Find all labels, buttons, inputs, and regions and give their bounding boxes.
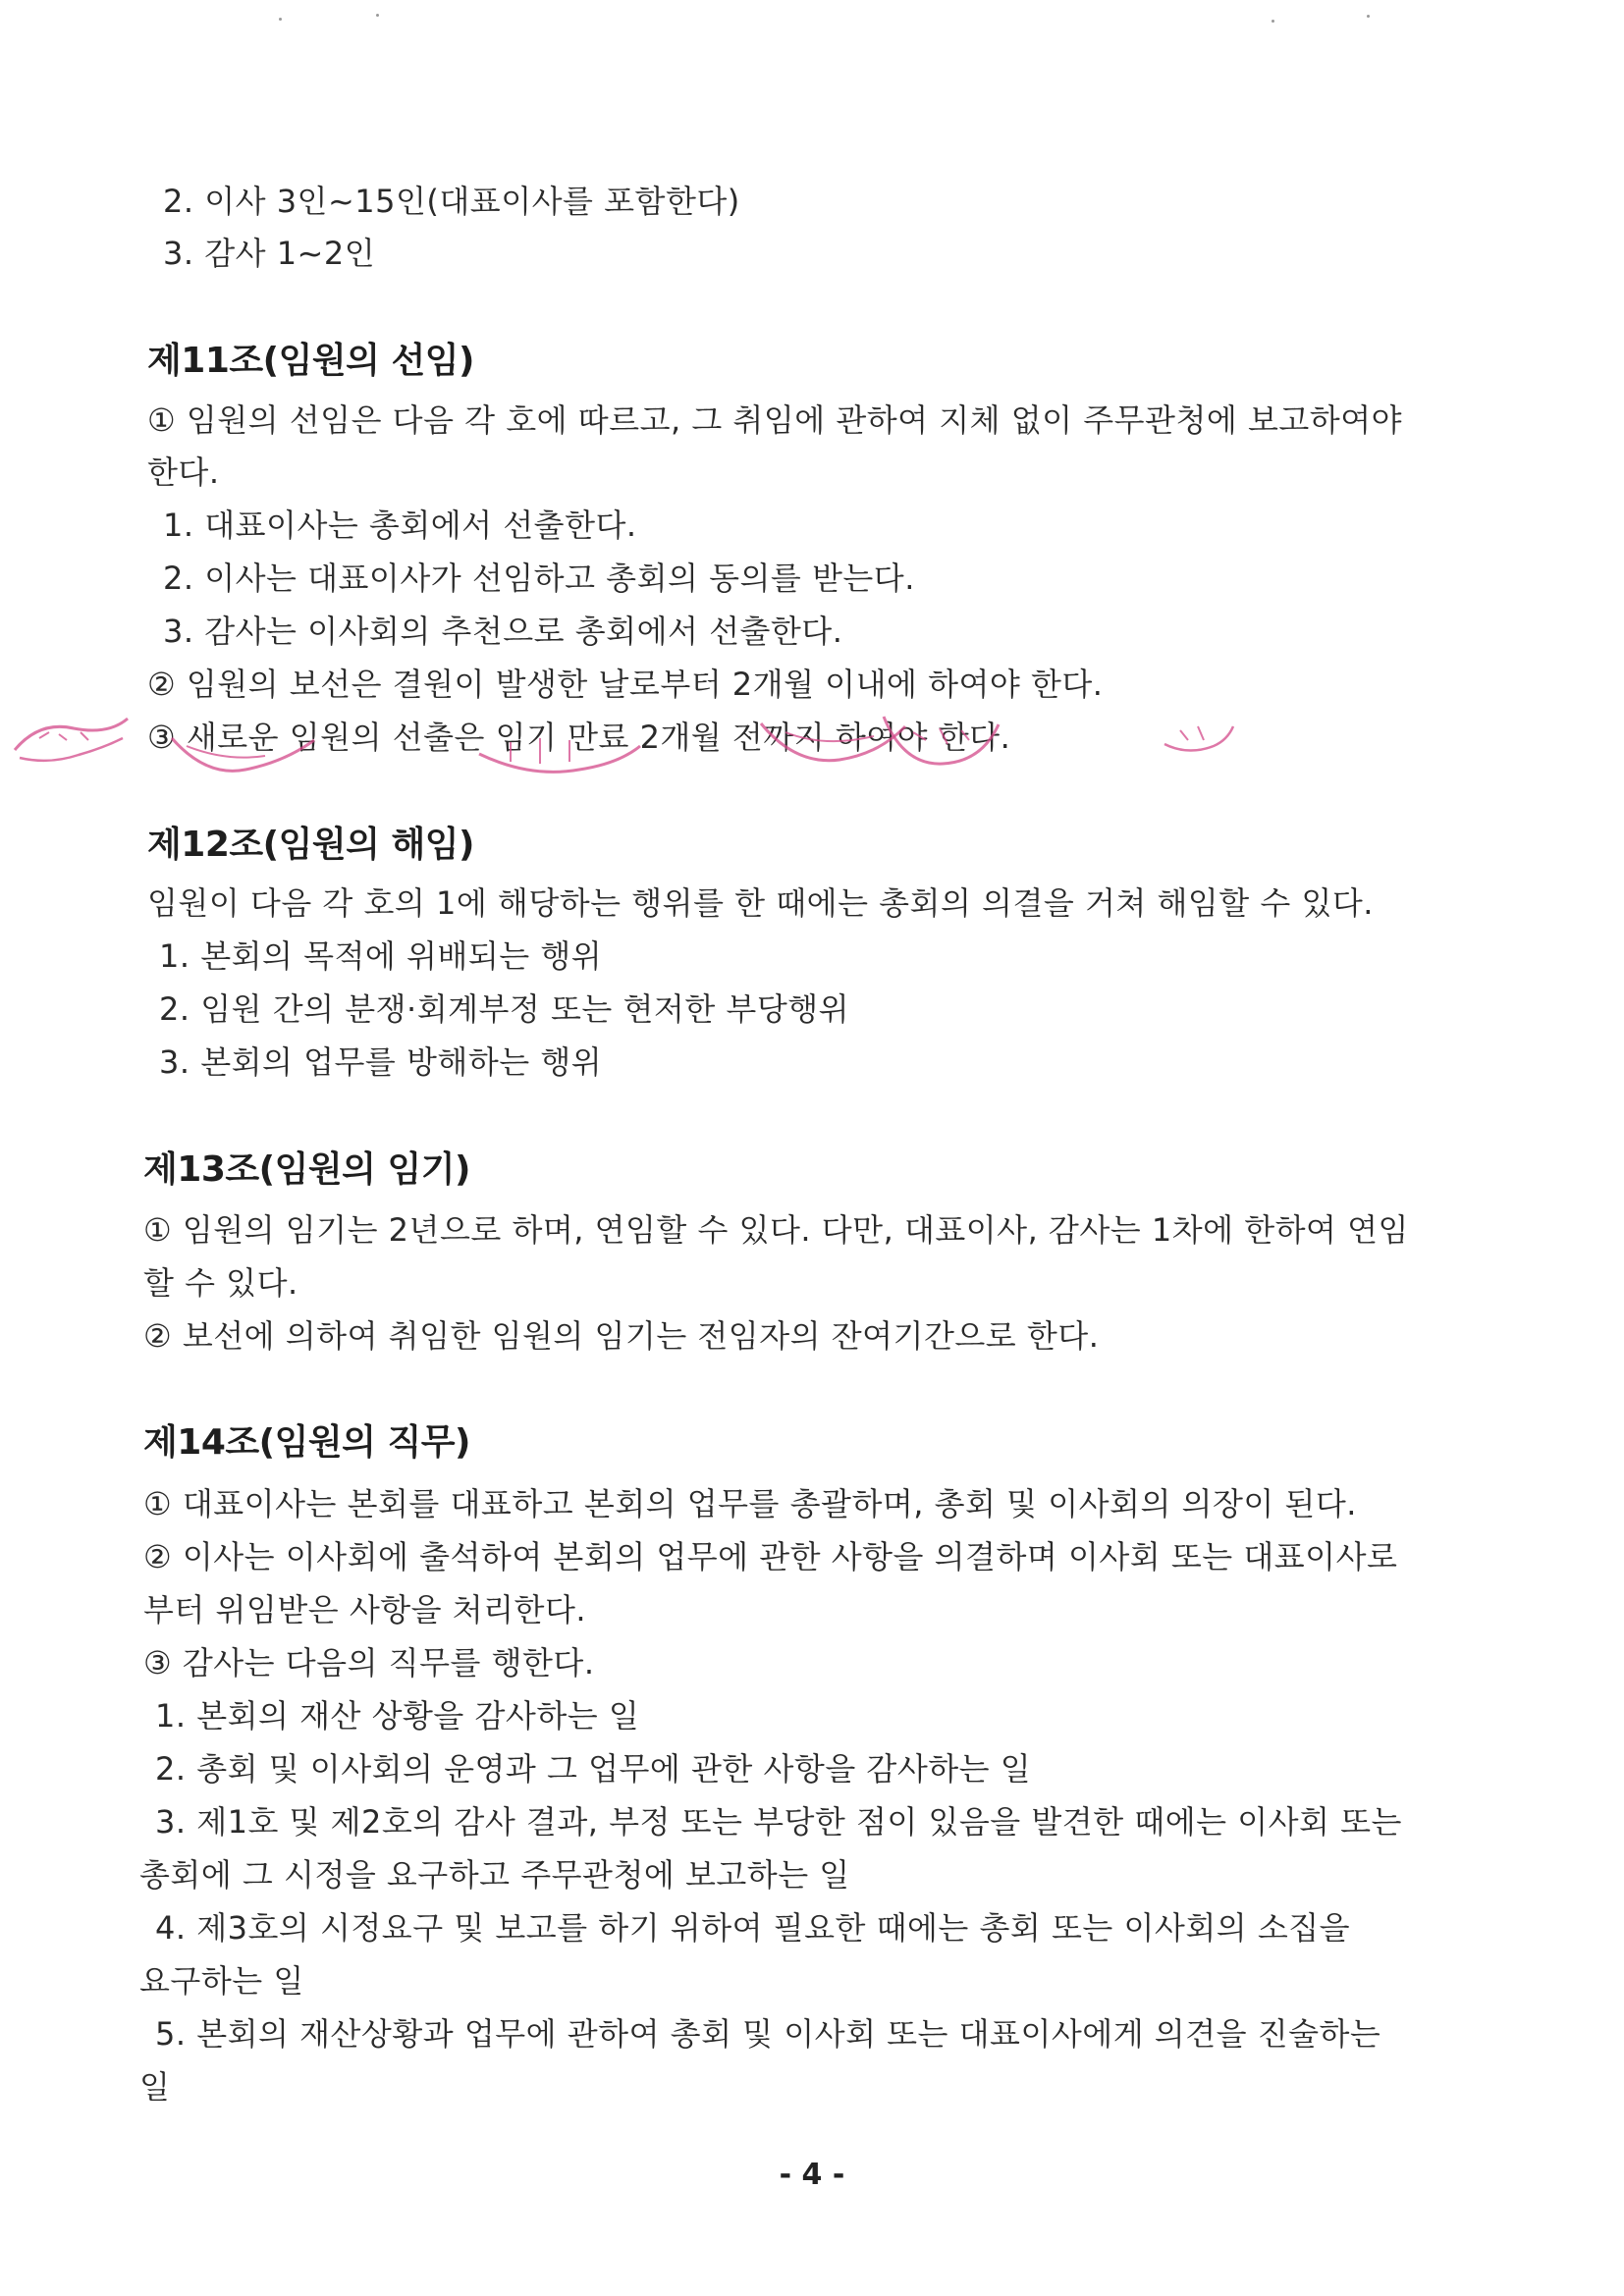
- article-heading: 제13조(임원의 임기): [143, 1149, 470, 1190]
- paragraph-line: ① 대표이사는 본회를 대표하고 본회의 업무를 총괄하며, 총회 및 이사회의 의장이 된다.: [143, 1485, 1357, 1522]
- scan-speck: [279, 18, 282, 21]
- list-item: 1. 본회의 목적에 위배되는 행위: [159, 937, 603, 975]
- list-item: 2. 이사는 대표이사가 선임하고 총회의 동의를 받는다.: [163, 560, 915, 597]
- list-item: 4. 제3호의 시정요구 및 보고를 하기 위하여 필요한 때에는 총회 또는 이사회의 소집을: [155, 1909, 1351, 1947]
- paragraph-line: 임원이 다음 각 호의 1에 해당하는 행위를 한 때에는 총회의 의결을 거쳐 해임할 수 있다.: [147, 884, 1374, 922]
- paragraph-line: ① 임원의 임기는 2년으로 하며, 연임할 수 있다. 다만, 대표이사, 감사는 1차에 한하여 연임: [143, 1211, 1409, 1249]
- list-item: 2. 임원 간의 분쟁·회계부정 또는 현저한 부당행위: [159, 990, 850, 1028]
- paragraph-line: ② 보선에 의하여 취임한 임원의 임기는 전임자의 잔여기간으로 한다.: [143, 1317, 1100, 1355]
- paragraph-line: ③ 새로운 임원의 선출은 임기 만료 2개월 전까지 하여야 한다.: [147, 719, 1011, 756]
- paragraph-line: 일: [139, 2068, 171, 2106]
- paragraph-line: 할 수 있다.: [143, 1264, 298, 1302]
- list-item: 2. 총회 및 이사회의 운영과 그 업무에 관한 사항을 감사하는 일: [155, 1750, 1032, 1788]
- paragraph-line: 한다.: [147, 454, 220, 491]
- list-item: 3. 본회의 업무를 방해하는 행위: [159, 1043, 603, 1081]
- list-item: 5. 본회의 재산상황과 업무에 관하여 총회 및 이사회 또는 대표이사에게 의견을 진술하는: [155, 2015, 1381, 2053]
- seal-stamp-mark: [10, 711, 137, 770]
- paragraph-line: ② 임원의 보선은 결원이 발생한 날로부터 2개월 이내에 하여야 한다.: [147, 666, 1104, 703]
- seal-stamp-mark: [1159, 715, 1237, 764]
- article-heading: 제12조(임원의 해임): [147, 825, 474, 865]
- paragraph-line: ③ 감사는 다음의 직무를 행한다.: [143, 1644, 595, 1682]
- scan-speck: [376, 14, 379, 17]
- page-number: - 4 -: [779, 2158, 845, 2192]
- paragraph-line: ① 임원의 선임은 다음 각 호에 따르고, 그 취임에 관하여 지체 없이 주무관청에 보고하여야: [147, 401, 1403, 439]
- seal-stamp-mark: [471, 724, 648, 781]
- article-heading: 제14조(임원의 직무): [143, 1422, 470, 1463]
- seal-stamp-mark: [879, 707, 1006, 772]
- scan-speck: [1272, 20, 1274, 23]
- list-item: 3. 감사는 이사회의 추천으로 총회에서 선출한다.: [163, 613, 843, 650]
- article-heading: 제11조(임원의 선임): [147, 341, 474, 381]
- list-item: 1. 본회의 재산 상황을 감사하는 일: [155, 1697, 640, 1735]
- list-item: 2. 이사 3인~15인(대표이사를 포함한다): [163, 183, 740, 220]
- seal-stamp-mark: [167, 726, 324, 780]
- list-item: 3. 제1호 및 제2호의 감사 결과, 부정 또는 부당한 점이 있음을 발견한 때에는 이사회 또는: [155, 1803, 1402, 1841]
- paragraph-line: 부터 위임받은 사항을 처리한다.: [143, 1591, 587, 1629]
- paragraph-line: ② 이사는 이사회에 출석하여 본회의 업무에 관한 사항을 의결하며 이사회 또는 대표이사로: [143, 1538, 1398, 1575]
- list-item: 3. 감사 1~2인: [163, 235, 376, 272]
- paragraph-line: 총회에 그 시정을 요구하고 주무관청에 보고하는 일: [139, 1856, 850, 1894]
- list-item: 1. 대표이사는 총회에서 선출한다.: [163, 507, 637, 544]
- scan-speck: [1367, 15, 1370, 18]
- paragraph-line: 요구하는 일: [139, 1962, 304, 2000]
